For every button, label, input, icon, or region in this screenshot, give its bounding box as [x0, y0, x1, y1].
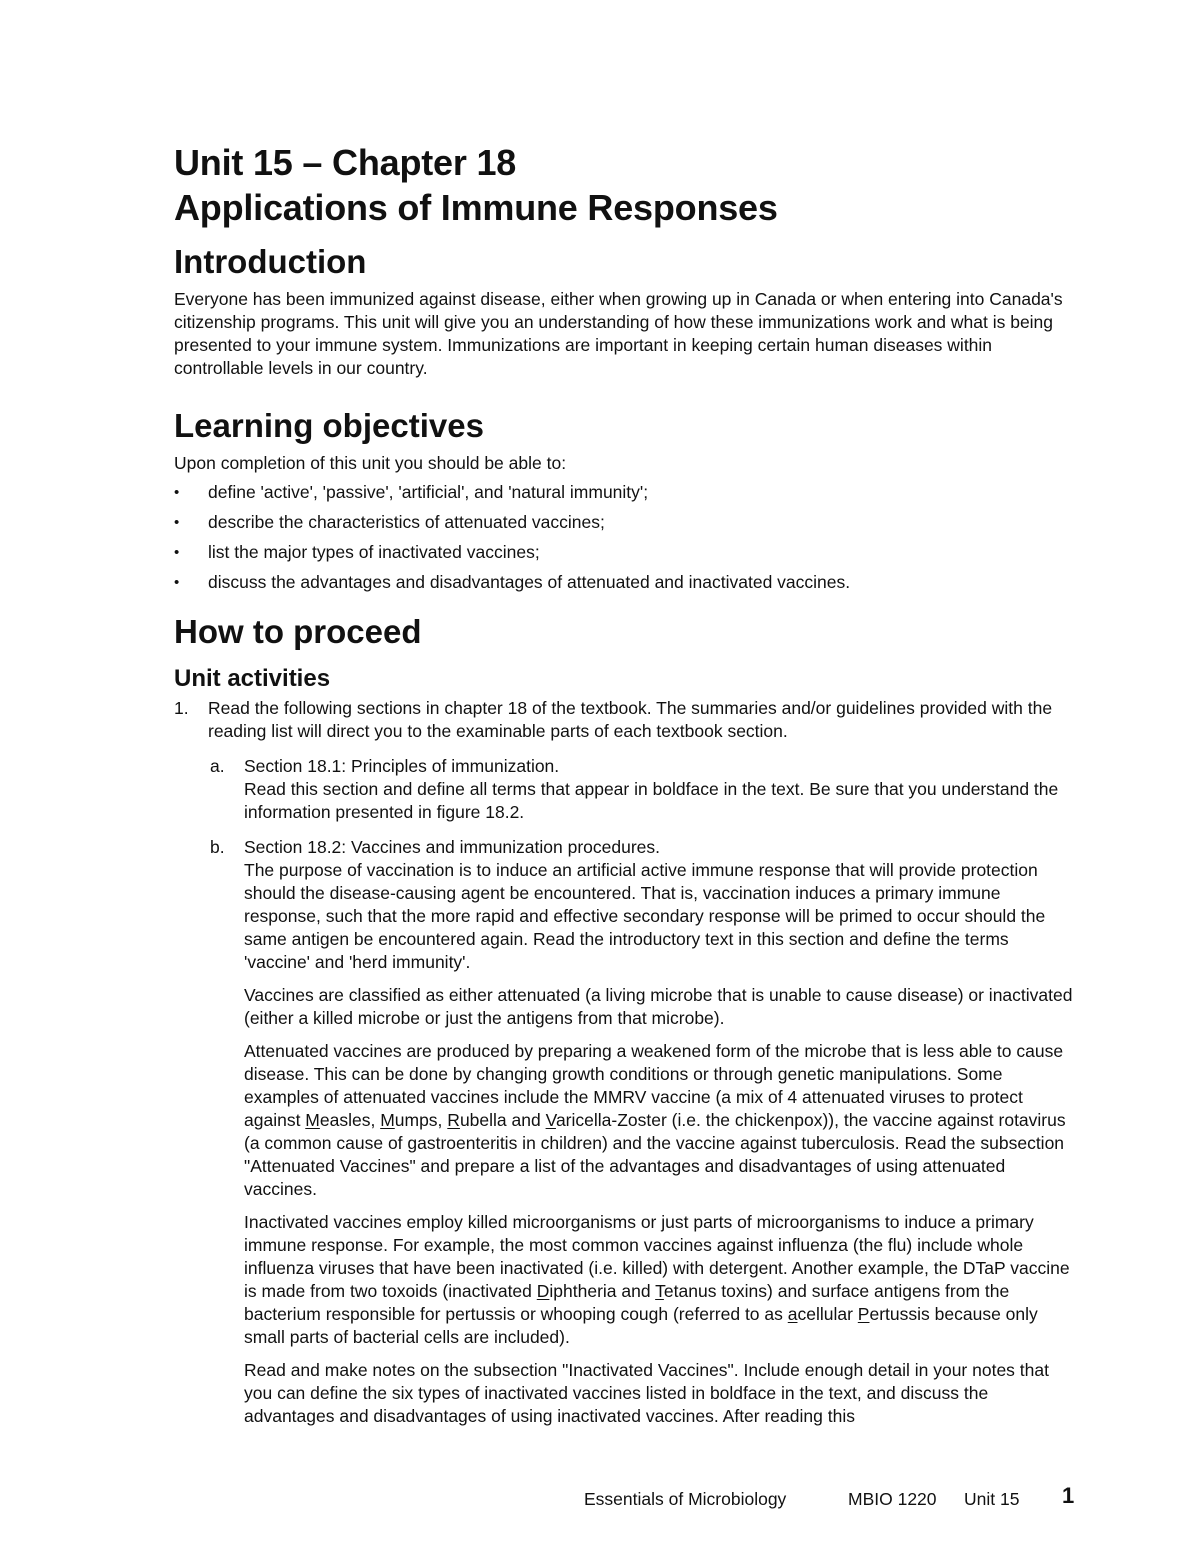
- item-letter: b.: [210, 837, 225, 857]
- objective-text: define 'active', 'passive', 'artificial', and 'natural immunity';: [208, 482, 649, 502]
- page-number: 1: [1062, 1483, 1075, 1508]
- objective-text: describe the characteristics of attenuated vaccines;: [208, 512, 605, 532]
- list-item: [174, 541, 1074, 564]
- vaccination-purpose-text: The purpose of vaccination is to induce an artificial active immune response that will provide protection should the disease-causing agent be encountered. That is, vaccination induces a primary immune response, such that the more rapid and effective secondary response will be primed to occur should the same antigen be encountered again. Read the introductory text in this section and define the terms 'vaccine' and 'herd immunity'.: [244, 860, 1046, 972]
- vaccine-classification-text: Vaccines are classified as either attenuated (a living microbe that is unable to cause disease) or inactivated (either a killed microbe or just the antigens from that microbe).: [244, 985, 1073, 1028]
- objectives-list: [174, 481, 1074, 594]
- text-run: cellular: [797, 1304, 858, 1324]
- section-title: Section 18.1: Principles of immunization.: [244, 756, 560, 776]
- bullet-icon: •: [174, 514, 180, 531]
- text-run: easles,: [319, 1110, 381, 1130]
- objectives-intro: Upon completion of this unit you should be able to:: [174, 453, 567, 473]
- text-run: etanus toxins) and surface antigens from the bacterium responsible for pertussis or whooping cough (referred to as: [244, 1281, 1010, 1324]
- footer-course-name: Essentials of Microbiology: [584, 1489, 787, 1509]
- text-run: ertussis because only small parts of bacterial cells are included).: [244, 1304, 1038, 1347]
- objective-text: discuss the advantages and disadvantages of attenuated and inactivated vaccines.: [208, 572, 851, 592]
- list-item: [174, 511, 1074, 534]
- title-line-1: Unit 15 – Chapter 18: [174, 142, 517, 183]
- text-run: ubella and: [459, 1110, 546, 1130]
- proceed-heading: How to proceed: [174, 613, 422, 650]
- section-18-1-text: [244, 755, 1074, 824]
- page-title: [174, 140, 1074, 230]
- activity-item-a: [174, 755, 1074, 824]
- page-content: [174, 140, 1074, 1428]
- activity-item-1: [174, 697, 1074, 743]
- item-letter: a.: [210, 756, 225, 776]
- text-run: aricella-Zoster (i.e. the chickenpox)), the vaccine against rotavirus (a common cause of gastroenteritis in children) and the vaccine against tuberculosis. Read the subsection "Attenuated Vaccines" and prepare a list of the advantages and disadvantages of using attenuated vaccines.: [244, 1110, 1066, 1199]
- text-run: Attenuated vaccines are produced by preparing a weakened form of the microbe that is less able to cause disease. This can be done by changing growth conditions or through genetic manipulations. Some examples of attenuated vaccines include the MMRV vaccine (a mix of 4 attenuated viruses to protect against: [244, 1041, 1064, 1130]
- underlined-letter: R: [447, 1110, 460, 1130]
- footer-course-code: MBIO 1220: [848, 1489, 937, 1509]
- list-item: [174, 571, 1074, 594]
- title-line-2: Applications of Immune Responses: [174, 187, 778, 228]
- underlined-letter: V: [545, 1110, 556, 1130]
- underlined-letter: T: [655, 1281, 664, 1301]
- bullet-icon: •: [174, 574, 180, 591]
- text-run: iphtheria and: [549, 1281, 656, 1301]
- underlined-letter: P: [857, 1304, 870, 1324]
- objectives-heading: Learning objectives: [174, 407, 484, 444]
- activity-text: Read the following sections in chapter 18 of the textbook. The summaries and/or guidelines provided with the reading list will direct you to the examinable parts of each textbook section.: [208, 698, 1053, 741]
- objective-text: list the major types of inactivated vaccines;: [208, 542, 540, 562]
- introduction-text: Everyone has been immunized against disease, either when growing up in Canada or when entering into Canada's citizenship programs. This unit will give you an understanding of how these immunizations work and what is being presented to your immune system. Immunizations are important in keeping certain human diseases within controllable levels in our country.: [174, 289, 1063, 378]
- text-run: umps,: [394, 1110, 448, 1130]
- activity-item-b: [174, 836, 1074, 1428]
- inactivated-vaccines-text: [244, 1211, 1074, 1349]
- underlined-letter: M: [305, 1110, 320, 1130]
- bullet-icon: •: [174, 544, 180, 561]
- section-title: Section 18.2: Vaccines and immunization procedures.: [244, 837, 661, 857]
- introduction-heading: Introduction: [174, 243, 367, 280]
- section-instructions: Read this section and define all terms that appear in boldface in the text. Be sure that you understand the information presented in figure 18.2.: [244, 779, 1059, 822]
- underlined-letter: a: [787, 1304, 798, 1324]
- underlined-letter: D: [536, 1281, 550, 1301]
- item-number: 1.: [174, 698, 189, 718]
- footer-unit: Unit 15: [964, 1489, 1020, 1509]
- section-18-2-intro: [244, 836, 1074, 974]
- underlined-letter: M: [380, 1110, 395, 1130]
- list-item: [174, 481, 1074, 504]
- unit-activities-heading: Unit activities: [174, 665, 331, 692]
- bullet-icon: •: [174, 484, 180, 501]
- inactivated-notes-text: Read and make notes on the subsection "Inactivated Vaccines". Include enough detail in your notes that you can define the six types of inactivated vaccines listed in boldface in the text, and discuss the advantages and disadvantages of using inactivated vaccines. After reading this: [244, 1360, 1049, 1426]
- text-run: Inactivated vaccines employ killed microorganisms or just parts of microorganisms to induce a primary immune response. For example, the most common vaccines against influenza (the flu) include whole influenza viruses that have been inactivated (i.e. killed) with detergent. Another example, the DTaP vaccine is made from two toxoids (inactivated: [244, 1212, 1070, 1301]
- attenuated-vaccines-text: [244, 1040, 1074, 1201]
